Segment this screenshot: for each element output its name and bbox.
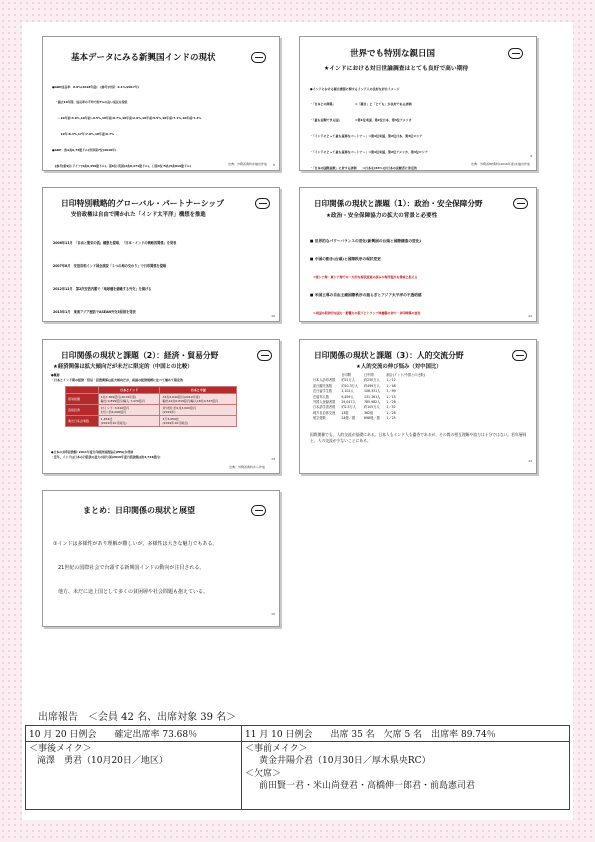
slide-note: ・日本とインド間の経済・貿易・投資関係は拡大傾向だが、両国の経済規模に比べて極めて限定的 [51, 378, 184, 382]
attendance-report-title: 出席報告 ＜会員 42 名、出席対象 39 名＞ [38, 712, 237, 723]
page-number: 12 [528, 314, 532, 318]
table-cell: 24便／週 [341, 416, 355, 421]
table-cell: 3万3,050社 (2019年10月時点) [160, 416, 237, 427]
table-cell: 131,161人 [363, 394, 381, 399]
pointing-hand-icon [513, 198, 528, 209]
absent-members: 前田賢一君・米山尚登君・高橋伸一郎君・前島憲司君 [259, 781, 476, 791]
slide-subtitle: 安倍政権は自由で開かれた「インド太平洋」構想を推進 [71, 212, 206, 218]
table-cell: 1／52 [386, 405, 396, 410]
pointing-hand-icon [251, 52, 266, 63]
attendance-table [25, 725, 570, 810]
table-header: 割合(インド/中国との比較) [386, 373, 425, 377]
table-cell: 進出日系企業数 [66, 416, 99, 427]
slide-line: 21世紀の国際社会で台頭する新興国インドの動向が注目される。 [53, 565, 205, 571]
table-cell: 在留邦人数 [313, 394, 329, 399]
slide-note: 国際開催でも、人的交流が基礎にある。日本人もインド人も優秀であるが、その間の相互理解や協力は十分ではない。若年層同士、人の交流が少ないことにある。 [310, 432, 527, 443]
table-cell: 1兆7,369億円(2019年度) 輸出 9,899億円/輸入 7,470億円 [98, 394, 160, 405]
page-number: 9 [530, 154, 532, 158]
table-cell: 785,982人 [363, 400, 381, 405]
slide-line: ・「最も信頼できる国」 ⇒第1位米国、第2位日本、第3位アメリカ [310, 118, 412, 123]
slide-subtitle: ★経済関係は拡大傾向だが未だに限定的（中国との比較） [53, 364, 193, 370]
table-cell: 貿易総額 [66, 394, 99, 405]
table-cell: 直接投資 [66, 405, 99, 416]
table-cell: 約21万人 [341, 378, 355, 383]
table-cell: 約105万人 [363, 405, 380, 410]
makeup-after-member: 滝澤 勇君（10月20日／地区） [37, 756, 168, 766]
table-cell: 29,047人 [341, 400, 356, 405]
slide-economy [42, 339, 280, 474]
absent-label: ＜欠席＞ [245, 769, 282, 779]
right-meeting-header: 11 月 10 日例会 出席 35 名 欠席 5 名 出席率 89.74％ [242, 726, 570, 742]
slide-line: 10年:8.3%,17年:7.0%,18年度:6.7% [52, 132, 115, 137]
slide-footnote: ●日本の対印投資額: 2011年度日印経済連携協定(EPA)が発効 ・近年、インドは日本の円借款の最大の供与国(2019年度円借款額は約3,744億円) [51, 450, 161, 459]
slide-line: 2013年1月 東南アジア歴訪でASEAN外交5原則を発表 [53, 309, 136, 314]
table-header: 日中間 [363, 373, 374, 377]
table-cell: 1／99 [386, 389, 396, 394]
slide-line: [参考]第5位:ドイツ(3兆8,459億ドル)、第6位:英国(2兆8,271億ドル)、日第3位:5兆(5兆819億ドル) [52, 164, 192, 169]
slide-source: 出典：外務省資料を抽出作成 [227, 162, 267, 167]
slide-subtitle: ★インドにおける対日世論調査はとても良好で高い期待 [324, 66, 469, 72]
slide-partnership [42, 187, 280, 322]
table-cell: 訪日観光客数 [313, 383, 333, 388]
table-cell: 約250万人 [363, 378, 380, 383]
slide-title: 日印関係の現状と課題（1）：政治・安全保障分野 [314, 199, 483, 208]
slide-line: 2012年12月 第2次安倍内閣で「地球儀を俯瞰する外交」を掲げる [53, 286, 152, 291]
table-cell: 9,459人 [341, 394, 354, 399]
slide-title: 日印特別戦略的グローバル・パートナーシップ [61, 199, 225, 208]
table-cell: 1,102人 [341, 389, 354, 394]
slide-line: ・「日本との関係」 ⇒「親日」と「とても」が良好である評価 [310, 102, 412, 107]
table-cell: 1／12 [386, 378, 396, 383]
slide-line: ⇒南シナ海・東シナ海での一方的な現状変更の試みや海洋進出を脅威と捉える [310, 275, 418, 279]
slide-security [299, 187, 537, 322]
table-cell: 1,454社 (2019年10月時点) [98, 416, 160, 427]
page-number: 15 [271, 612, 275, 616]
pointing-hand-icon [508, 48, 523, 59]
slide-subtitle: ★人的交流の伸び悩み（対中国比） [356, 364, 442, 370]
table-cell: 1／28 [386, 400, 396, 405]
slide-title: 日印関係の現状と課題（2）：経済・貿易分野 [61, 351, 219, 360]
table-cell: 対インド: 3,610億円 対日: 約4,000億円 [98, 405, 160, 416]
slide-line: 2007年8月 安倍首相インド国会演説「２つの海の交わり」で日印関係を提唱 [53, 263, 167, 268]
left-meeting-detail [26, 742, 242, 810]
slide-source: 出典：外務省資料から作成 [228, 465, 265, 470]
table-cell: 地方自治体交流 [313, 410, 336, 415]
slide-line: ①インドは多様性があり理解が難しいが、多様性は大きな魅力でもある。 [53, 541, 218, 547]
slide-summary [42, 490, 280, 627]
table-cell: 対中国: 約1兆3,000億円 (2019年) [160, 405, 237, 416]
slide-body [310, 76, 440, 171]
slide-title: 基本データにみる新興国インドの現状 [71, 53, 216, 63]
makeup-before-member: 黄金井陽介君（10月30日／厚木県央RC） [259, 756, 431, 766]
table-header: 日印間 [341, 373, 351, 377]
slide-line: ●GDP：約2兆6,73億ドル(世界第7位(2019年) [52, 148, 117, 153]
table-header [66, 387, 99, 394]
table-cell: 在日留学生数 [313, 389, 333, 394]
economy-table [65, 386, 237, 427]
pointing-hand-icon [512, 350, 527, 361]
table-cell: 13組 [341, 410, 349, 415]
page-number: 8 [273, 163, 275, 167]
pointing-hand-icon [257, 350, 272, 361]
table-cell: 1／15 [386, 394, 396, 399]
table-header: 日本と中国 [160, 387, 237, 394]
table-cell: 1／25 [386, 416, 396, 421]
slide-line: ●インドにおける親日感情に関するインド人の良好な対日イメージ [310, 86, 400, 91]
slide-pro-japan [299, 36, 537, 171]
table-cell: 362組 [363, 410, 374, 415]
slide-body [310, 226, 422, 322]
table-cell: 1／48 [386, 383, 396, 388]
slide-title: 世界でも特別な親日国 [350, 49, 436, 59]
slide-basic-data [42, 36, 280, 171]
table-cell: 33兆3,649億円(2019年度) 輸出14兆6,819億円/輸入18兆4,537億円 [160, 394, 237, 405]
slide-line [53, 612, 218, 619]
table-cell: 日本語学習者数 [313, 405, 336, 410]
slide-line: ・「インドにとって最も重要なパートナー」⇒第1位米国、第2位日本、第3位ロシア [310, 134, 423, 139]
slide-line: ⇒米国の相対的な国力・影響力の低下とトランプ政権後の対中・対印関係の変化 [310, 311, 421, 315]
slide-line: ・「インドにとって最も重要なパートナー」⇒第1位米国、第2位アメリカ、第3位ロシア [310, 150, 428, 155]
left-meeting-header: 10 月 20 日例会 確定出席率 73.68％ [26, 726, 242, 742]
slide-body [53, 225, 179, 322]
page-number: 13 [271, 457, 275, 461]
table-header: 日本とインド [98, 387, 160, 394]
exchange-table [310, 373, 428, 422]
pointing-hand-icon [251, 505, 266, 516]
table-cell: 外国人登録者数 [313, 400, 336, 405]
makeup-after-label: ＜事後メイク＞ [29, 744, 92, 754]
makeup-before-label: ＜事前メイク＞ [245, 744, 308, 754]
table-cell: 日本人訪印者数 [313, 378, 336, 383]
table-cell: 698便／週 [363, 416, 380, 421]
slide-line: ■ 米国主導の自由主義国際秩序の揺らぎとアジア太平洋の不透明感 [310, 293, 422, 297]
table-cell: 約2.5万人 [341, 405, 356, 410]
slide-line: ●GDP成長率：6.9%(2018年度) [参考]中国：6.1%(2017年) [52, 84, 140, 89]
right-meeting-detail [242, 742, 570, 810]
slide-line: ・過去10年間、成長率の平均で約7%の高い成長を持続 [52, 100, 128, 105]
slide-line: ■ 中国の動き(台頭)と国際秩序の現状変更 [310, 257, 381, 261]
page-number: 10 [271, 314, 275, 318]
table-cell: 1／28 [386, 410, 396, 415]
pointing-hand-icon [255, 198, 270, 209]
slide-title: まとめ：日印関係の現状と展望 [83, 506, 195, 515]
slide-line: ・「日本の国際貢献」に対する評価 ⇒日本を(64%)が日本の貢献者に肯定的 [310, 166, 417, 171]
slide-source: 出典：外務省HP資料(2016年度)を抽出作成 [470, 162, 530, 167]
slide-line: －10年前:3.9%,10年前:-0.5%,10年前:8.7%,10年前:2.6%,10年前:5.5%,10年前:7.1%,10年前:7.4% [52, 116, 202, 121]
slide-title: 日印関係の現状と課題（3）：人的交流分野 [314, 351, 464, 360]
table-cell: 106,331人 [363, 389, 381, 394]
table-cell: 約499万人 [363, 383, 380, 388]
page-number: 14 [528, 459, 532, 463]
slide-line: 2006年11月 「自由と繁栄の弧」構想を提唱、「日本・インドの戦略的関係」を発表 [53, 241, 177, 246]
slide-body [53, 524, 218, 627]
slide-body [52, 74, 201, 171]
slide-note-head: ●概要 [51, 373, 60, 377]
table-row [310, 416, 428, 421]
slide-subtitle: ★政治・安全保障協力の拡大の背景と必要性 [326, 213, 438, 219]
table-cell: 航空便数 [313, 416, 326, 421]
slide-line: 他方、未だに途上国として多くの貧困層や社会問題も抱えている。 [53, 589, 209, 595]
table-cell: 約10.3万人 [341, 383, 358, 388]
slide-exchange [299, 339, 537, 474]
slide-line: ■ 世界的なパワーバランスの変化(新興国の台頭と国際構造の変化) [310, 239, 422, 243]
